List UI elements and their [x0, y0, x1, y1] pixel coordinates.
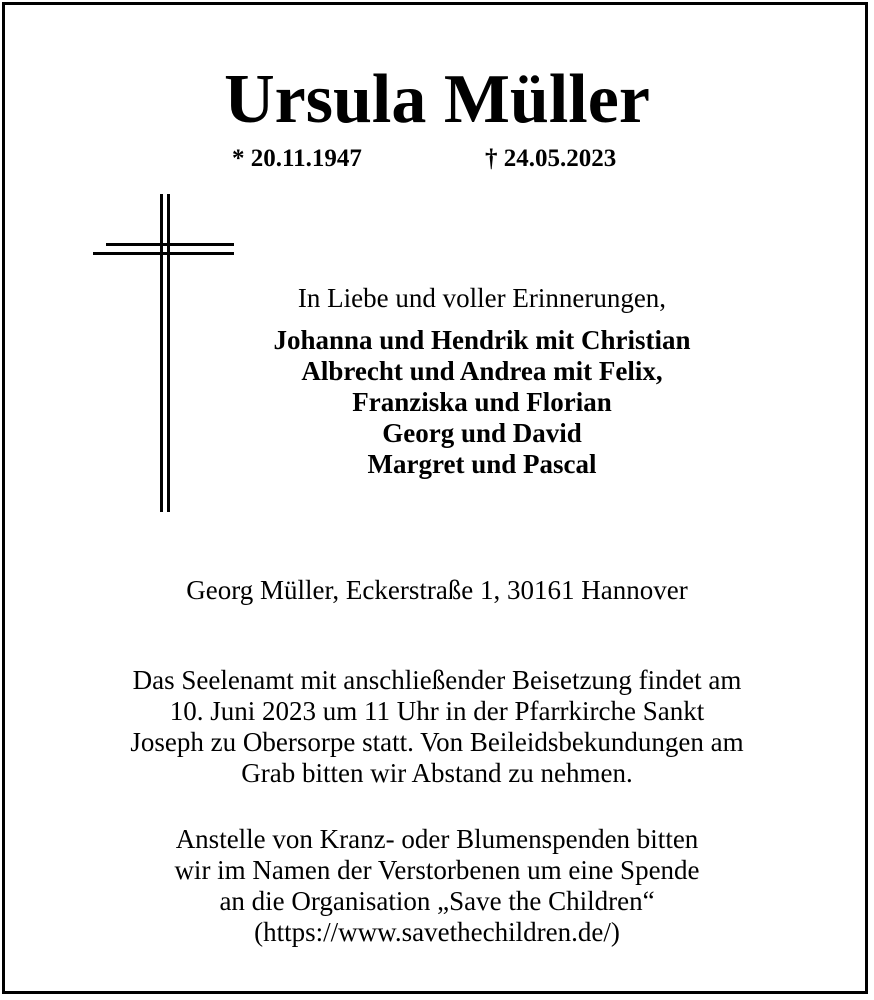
donation-line: (https://www.savethechildren.de/) — [254, 917, 620, 947]
service-paragraph — [0, 665, 874, 789]
family-line: Albrecht und Andrea mit Felix, — [301, 356, 663, 386]
service-line: Das Seelenamt mit anschließender Beisetzung findet am — [132, 665, 742, 695]
cross-horizontal-line — [106, 243, 234, 246]
birth-date: * 20.11.1947 — [232, 145, 362, 172]
deceased-name: Ursula Müller — [224, 61, 650, 138]
cross-vertical-line — [167, 194, 170, 512]
cross-vertical-line — [160, 194, 163, 512]
cross-horizontal-line — [93, 252, 234, 255]
family-line: Johanna und Hendrik mit Christian — [273, 325, 691, 355]
family-line: Franziska und Florian — [352, 387, 612, 417]
family-list — [200, 325, 764, 480]
contact-address: Georg Müller, Eckerstraße 1, 30161 Hannover — [186, 575, 688, 605]
donation-line: wir im Namen der Verstorbenen um eine Spende — [174, 855, 700, 885]
service-line: 10. Juni 2023 um 11 Uhr in der Pfarrkirche Sankt — [169, 696, 705, 726]
donation-paragraph — [0, 824, 874, 948]
donation-line: Anstelle von Kranz- oder Blumenspenden bitten — [175, 824, 699, 854]
family-line: Margret und Pascal — [367, 449, 597, 479]
service-line: Joseph zu Obersorpe statt. Von Beileidsbekundungen am — [130, 727, 744, 757]
greeting-text: In Liebe und voller Erinnerungen, — [297, 283, 667, 313]
family-line: Georg und David — [382, 418, 582, 448]
service-line: Grab bitten wir Abstand zu nehmen. — [241, 758, 633, 788]
death-date: † 24.05.2023 — [485, 145, 617, 172]
donation-line: an die Organisation „Save the Children“ — [219, 886, 655, 916]
